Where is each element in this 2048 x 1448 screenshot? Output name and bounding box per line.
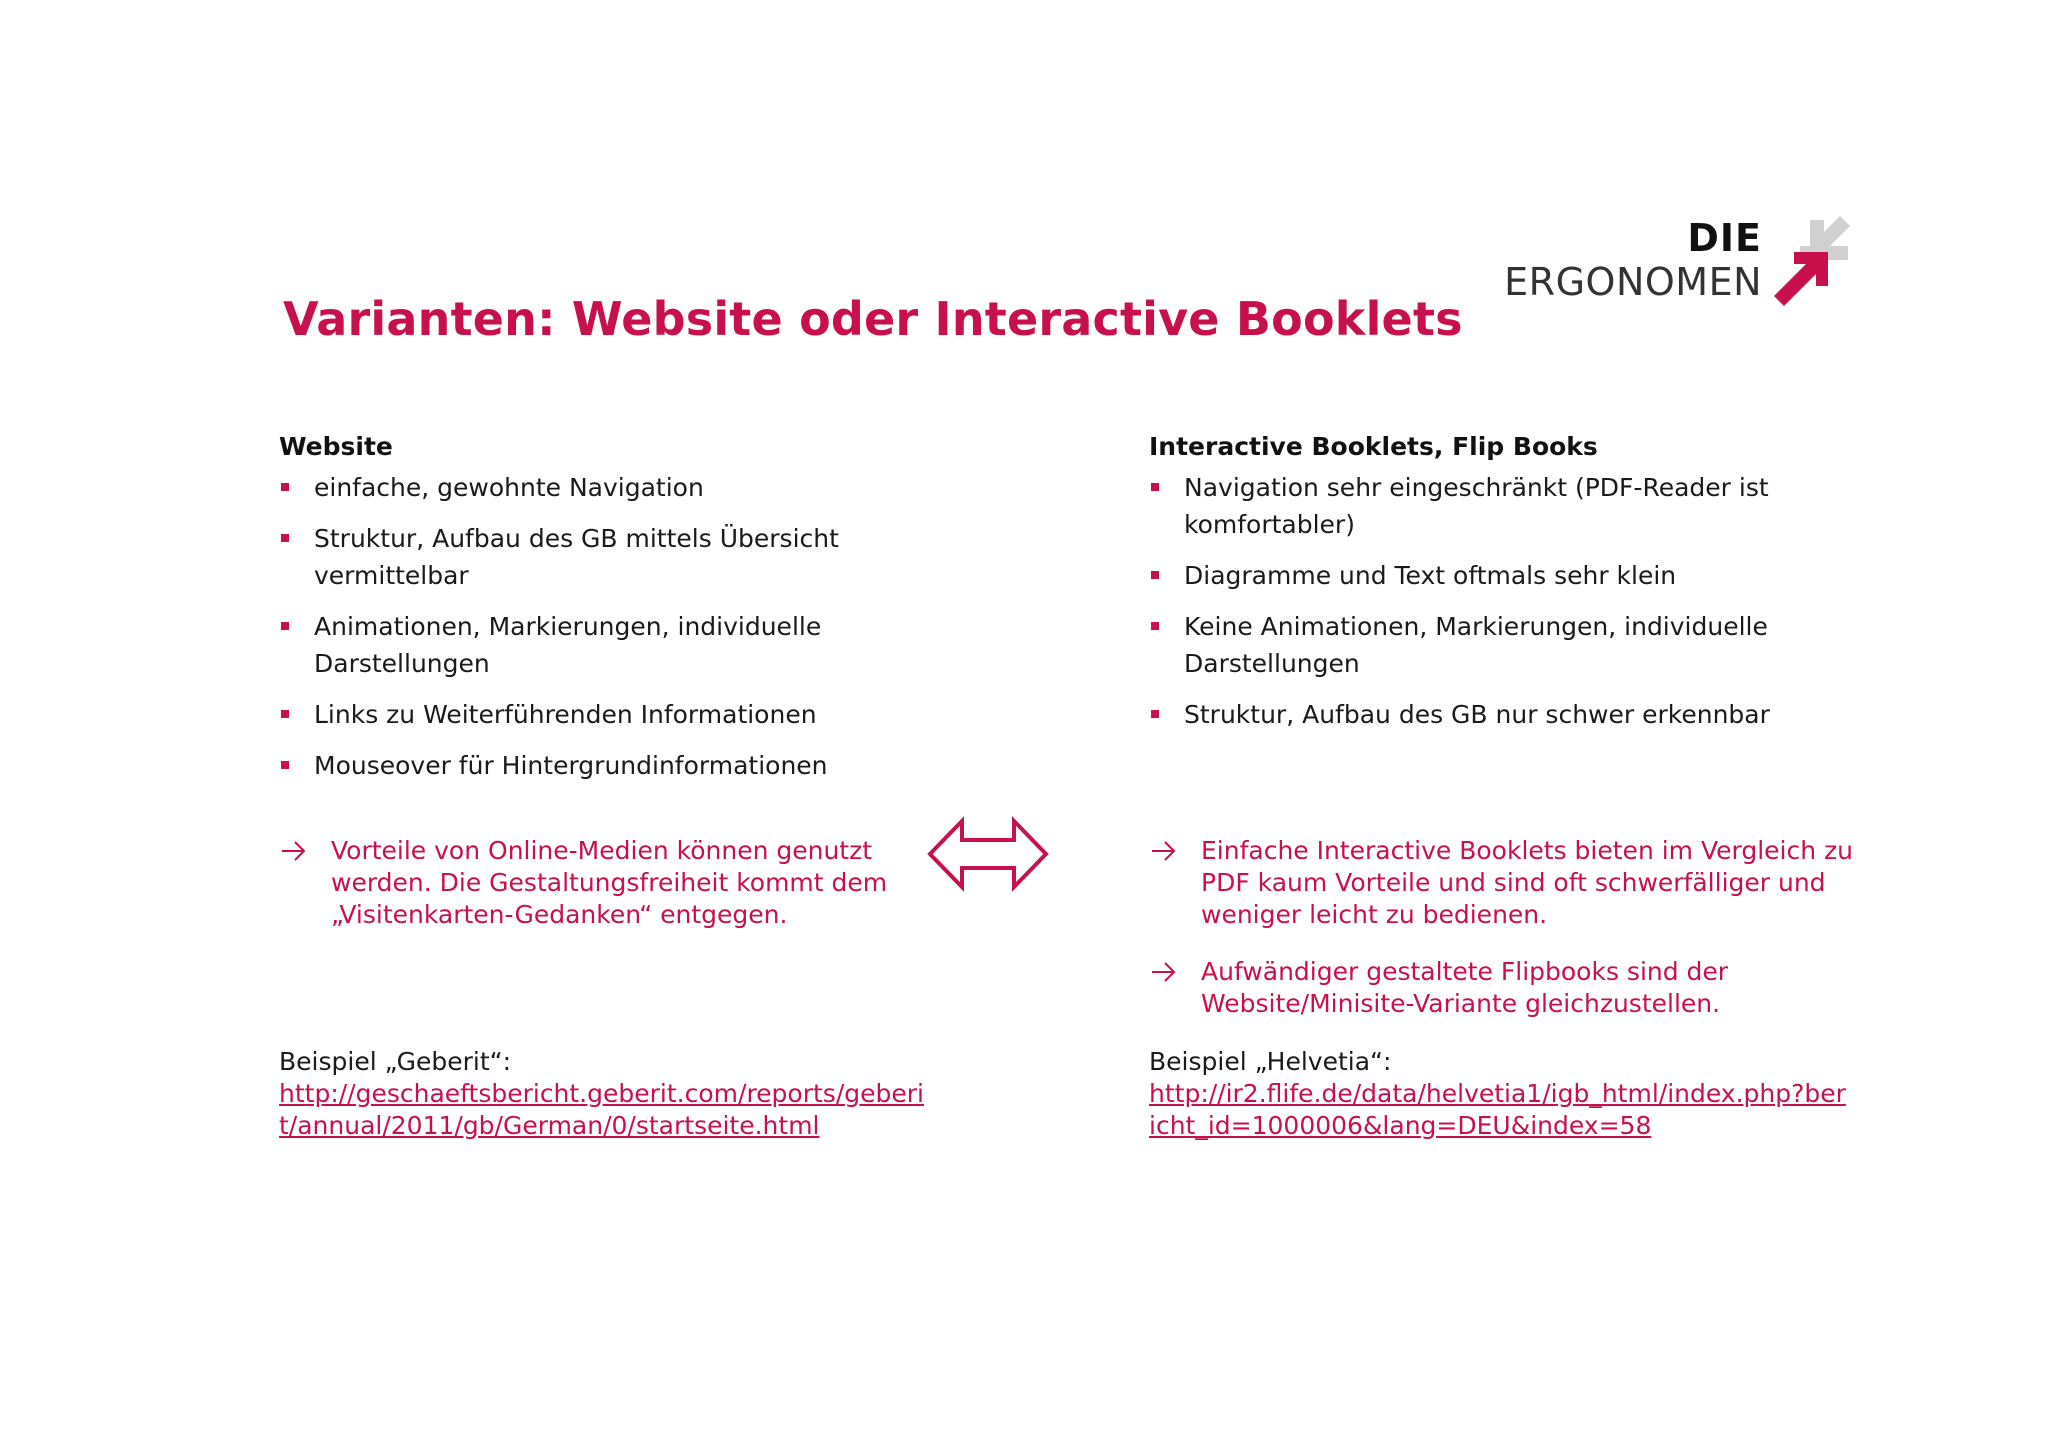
- helvetia-example: [1149, 1046, 1849, 1142]
- list-item: Links zu Weiterführenden Informationen: [279, 696, 959, 733]
- list-item: Keine Animationen, Markierungen, individuelle Darstellungen: [1149, 608, 1849, 682]
- logo-arrows-icon: [1770, 216, 1852, 306]
- website-heading: Website: [279, 432, 393, 461]
- list-item: Mouseover für Hintergrundinformationen: [279, 747, 959, 784]
- logo-text-ergonomen: ERGONOMEN: [1504, 260, 1762, 304]
- geberit-example-label: Beispiel „Geberit“:: [279, 1047, 512, 1076]
- list-item: Struktur, Aufbau des GB nur schwer erkennbar: [1149, 696, 1849, 733]
- helvetia-link[interactable]: http://ir2.flife.de/data/helvetia1/igb_html/index.php?bericht_id=1000006&lang=DEU&index=58: [1149, 1079, 1846, 1140]
- list-item: Navigation sehr eingeschränkt (PDF-Reader ist komfortabler): [1149, 469, 1849, 543]
- slide-title: Varianten: Website oder Interactive Booklets: [283, 292, 1463, 346]
- helvetia-example-label: Beispiel „Helvetia“:: [1149, 1047, 1392, 1076]
- website-conclusion: [279, 835, 931, 931]
- booklets-conclusion-2: [1149, 956, 1901, 1020]
- booklets-bullet-list: [1149, 469, 1849, 733]
- list-item: Diagramme und Text oftmals sehr klein: [1149, 557, 1849, 594]
- website-conclusion-text: Vorteile von Online-Medien können genutzt werden. Die Gestaltungsfreiheit kommt dem „Visitenkarten-Gedanken“ entgegen.: [331, 836, 888, 929]
- logo-text-die: DIE: [1687, 216, 1762, 260]
- booklets-conclusion-text-1: Einfache Interactive Booklets bieten im Vergleich zu PDF kaum Vorteile und sind oft schwerfälliger und weniger leicht zu bedienen.: [1201, 836, 1854, 929]
- booklets-conclusion-text-2: Aufwändiger gestaltete Flipbooks sind der Website/Minisite-Variante gleichzustellen.: [1201, 957, 1729, 1018]
- list-item: einfache, gewohnte Navigation: [279, 469, 959, 506]
- website-column: [279, 432, 959, 798]
- company-logo: [1504, 212, 1860, 312]
- booklets-heading: Interactive Booklets, Flip Books: [1149, 432, 1598, 461]
- logo-red-arrow-icon: [1774, 252, 1828, 306]
- list-item: Struktur, Aufbau des GB mittels Übersicht vermittelbar: [279, 520, 959, 594]
- right-arrow-icon: [1149, 956, 1179, 988]
- right-arrow-icon: [279, 835, 309, 867]
- right-arrow-icon: [1149, 835, 1179, 867]
- booklets-conclusion-1: [1149, 835, 1901, 931]
- list-item: Animationen, Markierungen, individuelle Darstellungen: [279, 608, 959, 682]
- booklets-column: [1149, 432, 1849, 747]
- geberit-example: [279, 1046, 939, 1142]
- geberit-link[interactable]: http://geschaeftsbericht.geberit.com/reports/geberit/annual/2011/gb/German/0/startseite.html: [279, 1079, 924, 1140]
- double-arrow-icon: [926, 816, 1050, 892]
- website-bullet-list: [279, 469, 959, 784]
